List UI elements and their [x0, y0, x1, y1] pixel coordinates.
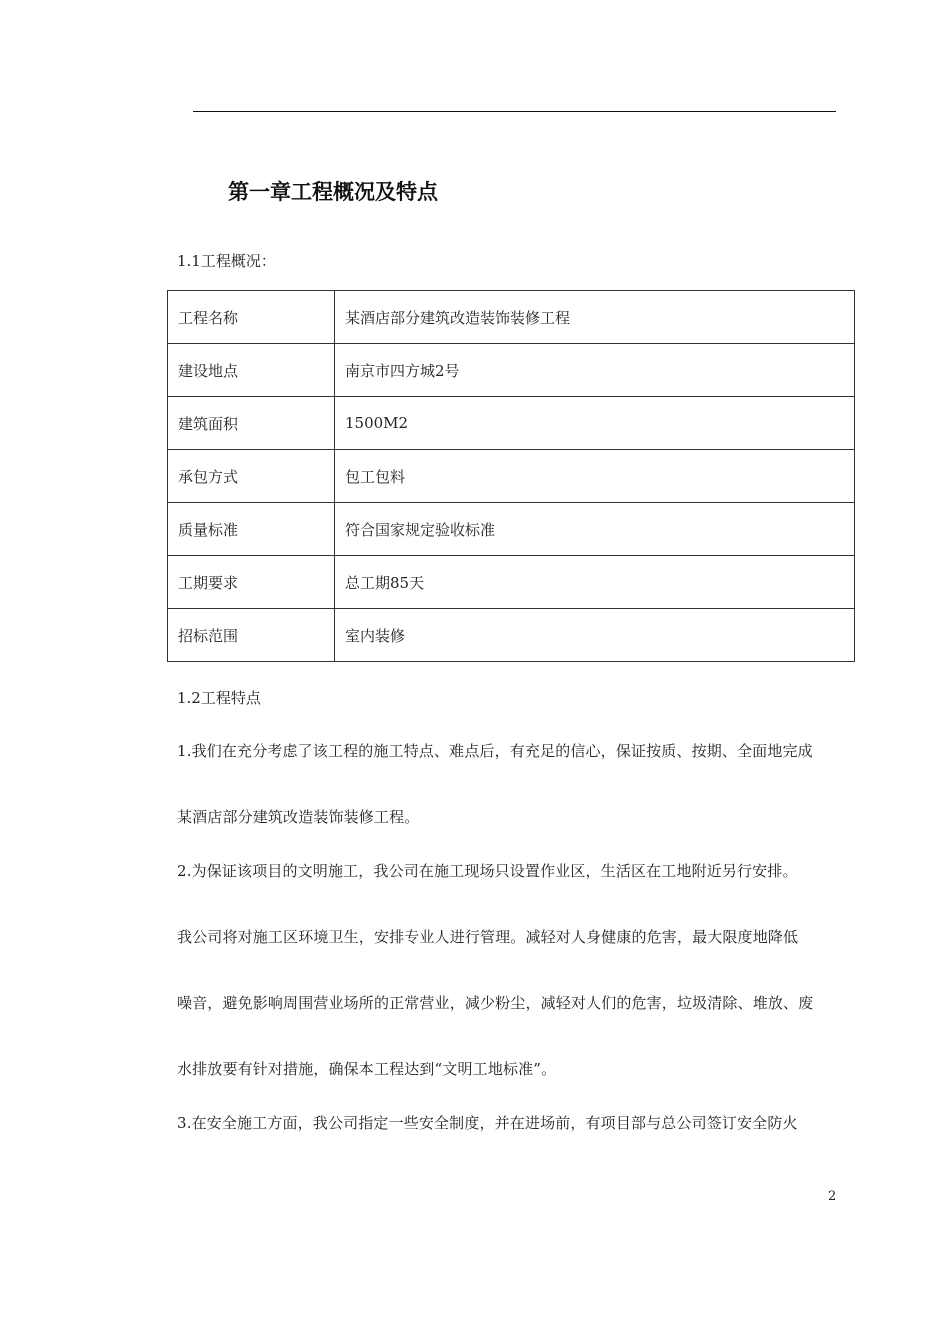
row-value: 包工包料: [335, 450, 855, 503]
row-label: 工期要求: [168, 556, 335, 609]
overview-heading: 1.1工程概况：: [177, 252, 276, 270]
table-row: [168, 609, 855, 662]
row-label: 工程名称: [168, 291, 335, 344]
table-row: [168, 291, 855, 344]
paragraph-line: 我公司将对施工区环境卫生，安排专业人进行管理。减轻对人身健康的危害，最大限度地降低: [177, 928, 799, 946]
paragraph-line: 2.为保证该项目的文明施工，我公司在施工现场只设置作业区，生活区在工地附近另行安排。: [177, 862, 798, 880]
row-label: 承包方式: [168, 450, 335, 503]
row-label: 建设地点: [168, 344, 335, 397]
row-value: 1500M2: [335, 397, 855, 450]
table-row: [168, 344, 855, 397]
table-row: [168, 450, 855, 503]
header-rule: [193, 111, 836, 112]
row-value: 南京市四方城2号: [335, 344, 855, 397]
chapter-title: 第一章工程概况及特点: [228, 180, 438, 204]
features-heading: 1.2工程特点: [177, 689, 261, 707]
row-value: 符合国家规定验收标准: [335, 503, 855, 556]
page-number: 2: [828, 1189, 837, 1204]
table-row: [168, 556, 855, 609]
paragraph-line: 噪音，避免影响周围营业场所的正常营业，减少粉尘，减轻对人们的危害，垃圾清除、堆放、废: [177, 994, 814, 1012]
row-value: 总工期85天: [335, 556, 855, 609]
paragraph-line: 某酒店部分建筑改造装饰装修工程。: [177, 808, 420, 826]
table-row: [168, 397, 855, 450]
row-label: 质量标准: [168, 503, 335, 556]
row-value: 某酒店部分建筑改造装饰装修工程: [335, 291, 855, 344]
row-label: 招标范围: [168, 609, 335, 662]
overview-table: [167, 290, 855, 662]
row-label: 建筑面积: [168, 397, 335, 450]
paragraph-line: 水排放要有针对措施，确保本工程达到“文明工地标准”。: [177, 1060, 557, 1078]
paragraph-line: 1.我们在充分考虑了该工程的施工特点、难点后，有充足的信心，保证按质、按期、全面地完成: [177, 742, 813, 760]
paragraph-line: 3.在安全施工方面，我公司指定一些安全制度，并在进场前，有项目部与总公司签订安全防火: [177, 1114, 798, 1132]
row-value: 室内装修: [335, 609, 855, 662]
table-row: [168, 503, 855, 556]
